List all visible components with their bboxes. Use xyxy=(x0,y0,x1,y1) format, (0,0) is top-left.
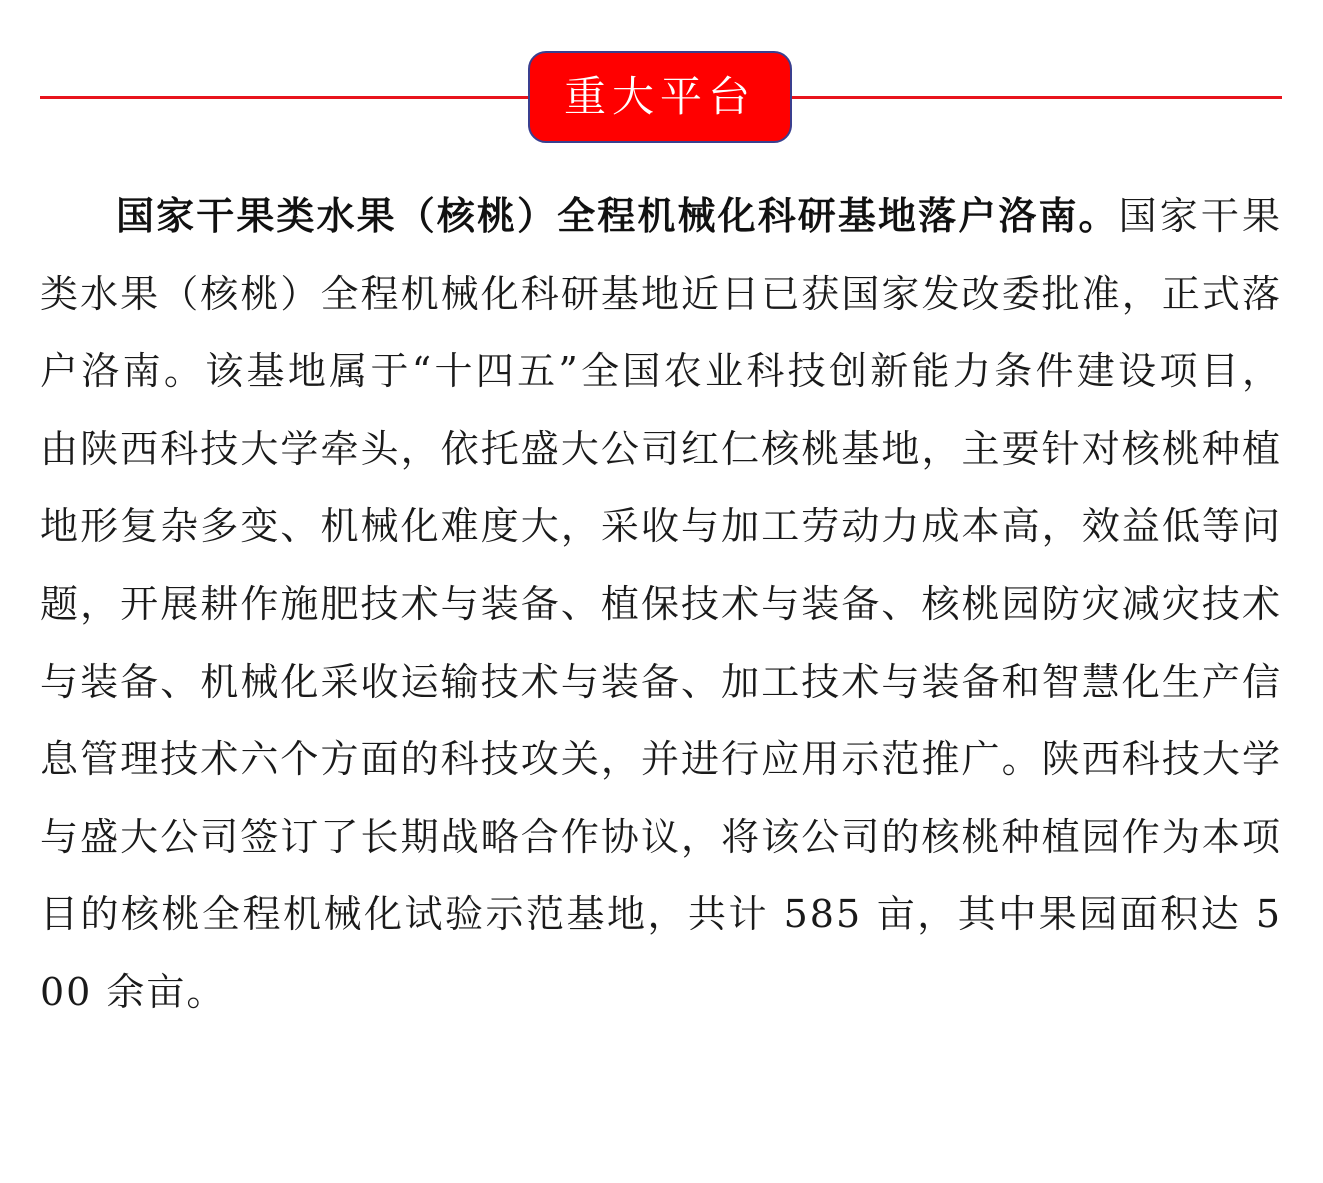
section-title-badge: 重大平台 xyxy=(528,51,792,143)
article-headline: 国家干果类水果（核桃）全程机械化科研基地落户洛南。 xyxy=(116,194,1119,238)
article-body: 国家干果类水果（核桃）全程机械化科研基地近日已获国家发改委批准，正式落户洛南。该基地属于“十四五”全国农业科技创新能力条件建设项目，由陕西科技大学牵头，依托盛大公司红仁核桃基地，主要针对核桃种植地形复杂多变、机械化难度大，采收与加工劳动力成本高，效益低等问题，开展耕作施肥技术与装备、植保技术与装备、核桃园防灾减灾技术与装备、机械化采收运输技术与装备、加工技术与装备和智慧化生产信息管理技术六个方面的科技攻关，并进行应用示范推广。陕西科技大学与盛大公司签订了长期战略合作协议，将该公司的核桃种植园作为本项目的核桃全程机械化试验示范基地，共计 585 亩，其中果园面积达 500 余亩。 xyxy=(40,194,1282,1014)
article-paragraph xyxy=(40,178,1282,1032)
section-header xyxy=(0,0,1323,150)
header-divider-right xyxy=(790,96,1282,99)
header-divider-left xyxy=(40,96,532,99)
